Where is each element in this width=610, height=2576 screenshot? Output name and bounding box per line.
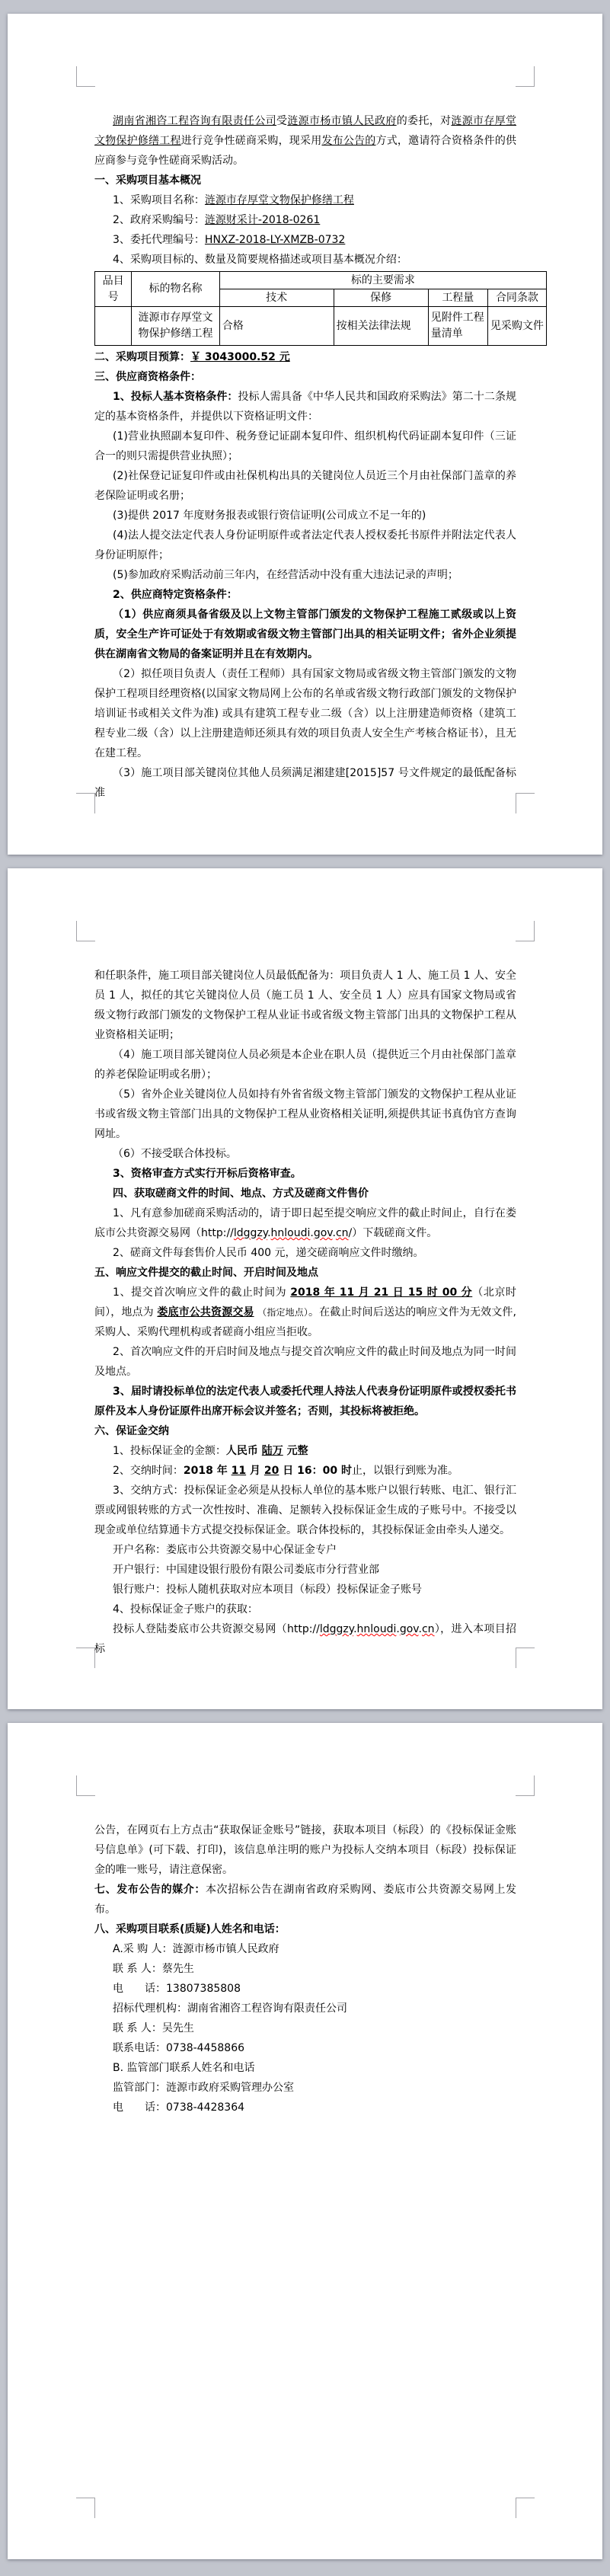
paragraph <box>94 387 516 427</box>
text-run: ），进入本项目招标 <box>94 1623 517 1655</box>
section-heading <box>94 171 516 190</box>
text-run: 的委托，对 <box>396 115 452 127</box>
text-run: 20 <box>263 1465 279 1477</box>
text-run: 人民币 <box>225 1445 262 1457</box>
text-run: 六、保证金交纳 <box>94 1425 169 1437</box>
text-run: 。在截止时间后送达的响应文件为无效文件,采购人、采购代理机构或者磋商小组应当拒收。 <box>94 1306 517 1338</box>
text-run: 1、投标人基本资格条件： <box>113 391 238 403</box>
paragraph <box>94 1164 516 1184</box>
paragraph <box>94 1203 516 1243</box>
text-run: 七、发布公告的媒介： <box>94 1884 206 1896</box>
text-run: （北京时间），地点为 <box>94 1286 517 1318</box>
table-header-cell: 标的物名称 <box>132 272 220 307</box>
paragraph <box>94 2078 516 2098</box>
text-run: 涟源市杨市镇人民政府 <box>287 115 397 127</box>
table-cell: 按相关法律法规 <box>334 307 428 346</box>
text-run: 元整 <box>283 1445 308 1457</box>
paragraph <box>94 585 516 605</box>
section-heading <box>94 367 516 387</box>
paragraph <box>94 664 516 763</box>
text-boundary-mark <box>516 921 535 941</box>
paragraph <box>94 1382 516 1421</box>
text-run: 五、响应文件提交的截止时间、开启时间及地点 <box>94 1267 318 1279</box>
requirements-table <box>94 271 547 346</box>
table-cell: 涟源市存厚堂文物保护修缮工程 <box>132 307 220 346</box>
text-run: . <box>332 1227 336 1239</box>
text-run: 进行竞争性磋商采购，现采用 <box>180 135 322 147</box>
text-run: 联系电话：0738-4458866 <box>113 2042 245 2054</box>
paragraph <box>94 526 516 565</box>
text-boundary-mark <box>76 793 95 813</box>
table-header-cell: 标的主要需求 <box>219 272 546 289</box>
paragraph <box>94 1560 516 1580</box>
text-run: 和任职条件，施工项目部关键岗位人员最低配备为：项目负责人 1 人、施工员 1 人、安全员 1 人，拟任的其它关键岗位人员（施工员 1 人、安全员 1 人）应具有国家文物局或省级文物行政部门颁发的文物保护工程从业证书或省级文物主管部门出具的文物保护工程从业资格相关证明； <box>94 970 516 1041</box>
text-run: （2）拟任项目负责人（责任工程师）具有国家文物局或省级文物主管部门颁发的文物保护工程项目经理资格(以国家文物局网上公布的名单或省级文物行政部门颁发的文物保护培训证书或相关文件为准) 或具有建筑工程专业二级（含）以上注册建造师资格（建筑工程专业二级（含）以上注册建造师还须具有效的项目负责人安全生产考核合格证书），且无在建工程。 <box>94 668 516 759</box>
text-run: 月 <box>246 1465 264 1477</box>
text-run: 3、届时请投标单位的法定代表人或委托代理人持法人代表身份证明原件或授权委托书原件及本人身份证原件出席开标会议并签名；否则，其投标将被拒绝。 <box>94 1385 516 1417</box>
text-run: 八、采购项目联系(质疑)人姓名和电话： <box>94 1923 286 1935</box>
paragraph <box>94 1600 516 1619</box>
text-run: 开户名称：娄底市公共资源交易中心保证金专户 <box>113 1544 337 1556</box>
text-run: 二、采购项目预算： <box>94 351 190 363</box>
text-run: 11 <box>231 1465 247 1477</box>
text-run: 4、投标保证金子账户的获取： <box>113 1603 258 1616</box>
paragraph <box>94 1342 516 1382</box>
paragraph <box>94 1820 516 1880</box>
text-run: 公告，在网页右上方点击“获取保证金账号”链接，获取本项目（标段）的《投标保证金账号信息单》(可下载、打印)，该信息单注明的账户为投标人交纳本项目（标段）投标保证金的唯一账号，请注意保密。 <box>94 1824 516 1876</box>
table-row <box>95 307 547 346</box>
section-heading <box>94 1919 516 1939</box>
text-run: （3）施工项目部关键岗位其他人员须满足湘建建[2015]57 号文件规定的最低配备标准 <box>94 767 516 799</box>
text-boundary-mark <box>516 793 535 813</box>
paragraph <box>94 1580 516 1600</box>
text-run: 联 系 人：吴先生 <box>113 2022 194 2034</box>
text-run: 2、政府采购编号： <box>113 214 205 226</box>
text-run: (5)参加政府采购活动前三年内，在经营活动中没有重大违法记录的声明； <box>113 569 458 581</box>
text-run: B. 监管部门联系人姓名和电话 <box>113 2062 255 2074</box>
text-run: 方式，邀请符合资格条件的供应商参与竞争性磋商采购活动。 <box>94 135 517 167</box>
text-run: 3、交纳方式：投标保证金必须是从投标人单位的基本账户以银行转账、电汇、银行汇票或网银转账的方式一次性按时、准确、足额转入投标保证金生成的子账号中。不接受以现金或单位结算通卡方式提交投标保证金。联合体投标的，其投标保证金由牵头人递交。 <box>94 1485 516 1536</box>
paragraph <box>94 347 516 367</box>
text-run: (4)法人提交法定代表人身份证明原件或者法定代表人授权委托书原件并附法定代表人身份证明原件； <box>94 529 516 561</box>
table-header-cell: 合同条款 <box>487 289 546 307</box>
text-run: 1、采购项目名称： <box>113 194 205 206</box>
text-boundary-mark <box>516 1648 535 1668</box>
text-run: 2、首次响应文件的开启时间及地点与提交首次响应文件的截止时间及地点为同一时间及地点。 <box>94 1346 516 1378</box>
text-run: 发布公告的 <box>321 135 376 147</box>
paragraph <box>94 250 516 270</box>
table-header-cell: 品目号 <box>95 272 132 307</box>
table-header-cell: 技术 <box>219 289 334 307</box>
text-run: （指定地点） <box>257 1307 309 1318</box>
text-run: 止，以银行到账为准。 <box>351 1465 458 1477</box>
text-run: 涟源市存厚堂文物保护修缮工程 <box>94 115 517 147</box>
text-boundary-mark <box>516 66 535 87</box>
url-segment: cn <box>335 1227 349 1239</box>
text-run: 3、委托代理编号： <box>113 234 205 246</box>
text-boundary-mark <box>76 1648 95 1668</box>
paragraph <box>94 466 516 506</box>
text-run: (1)营业执照副本复印件、税务登记证副本复印件、组织机构代码证副本复印件（三证合一的则只需提供营业执照）； <box>94 430 516 462</box>
paragraph <box>94 230 516 250</box>
table-header-cell: 工程量 <box>428 289 487 307</box>
text-run: ￥ 3043000.52 元 <box>190 351 290 363</box>
paragraph <box>94 210 516 230</box>
table-header-cell: 保修 <box>334 289 428 307</box>
document-page-1 <box>8 14 602 855</box>
section-heading <box>94 1184 516 1203</box>
text-run: 一、采购项目基本概况 <box>94 174 201 187</box>
paragraph <box>94 1461 516 1481</box>
text-run: （1）供应商须具备省级及以上文物主管部门颁发的文物保护工程施工贰级或以上资质，安全生产许可证处于有效期或省级文物主管部门出具的相关证明文件；省外企业须提供在湖南省文物局的备案证明并且在有效期内。 <box>94 609 516 660</box>
paragraph <box>94 2058 516 2078</box>
text-run: /）下载磋商文件。 <box>348 1227 438 1239</box>
paragraph <box>94 1283 516 1342</box>
text-boundary-mark <box>76 66 95 87</box>
paragraph <box>94 1481 516 1540</box>
table-cell <box>95 307 132 346</box>
text-run: (3)提供 2017 年度财务报表或银行资信证明(公司成立不足一年的) <box>113 510 426 522</box>
section-heading <box>94 1263 516 1283</box>
table-cell: 见附件工程量清单 <box>428 307 487 346</box>
text-run: 联 系 人：蔡先生 <box>113 1963 194 1975</box>
paragraph <box>94 506 516 526</box>
document-page-2 <box>8 868 602 1709</box>
paragraph <box>94 2018 516 2038</box>
paragraph <box>94 1959 516 1979</box>
paragraph <box>94 1880 516 1919</box>
text-run: . <box>353 1623 357 1635</box>
text-run: . <box>267 1227 271 1239</box>
table-row <box>95 272 547 289</box>
url-segment: hnloudi <box>270 1227 311 1239</box>
text-run: A.采 购 人：涟源市杨市镇人民政府 <box>113 1943 279 1955</box>
text-run: 涟源市存厚堂文物保护修缮工程 <box>204 194 354 206</box>
paragraph <box>94 2038 516 2058</box>
paragraph <box>94 605 516 664</box>
text-run: 投标人需具备《中华人民共和国政府采购法》第二十二条规定的基本资格条件，并提供以下资格证明文件： <box>94 391 517 423</box>
paragraph <box>94 1441 516 1461</box>
text-run: （5）省外企业关键岗位人员如持有外省省级文物主管部门颁发的文物保护工程从业证书或省级文物主管部门出具的文物保护工程从业资格相关证明,须提供其证书真伪官方查询网址。 <box>94 1088 516 1140</box>
document-page-3 <box>8 1723 602 2559</box>
paragraph <box>94 1085 516 1144</box>
text-run: 涟源财采计-2018-0261 <box>204 214 321 226</box>
url-segment: gov <box>399 1623 419 1635</box>
paragraph <box>94 966 516 1045</box>
text-run: 电 话：13807385808 <box>113 1983 241 1995</box>
text-run: 2、交纳时间： <box>113 1465 184 1477</box>
url-segment: ldggzy <box>233 1227 268 1239</box>
text-boundary-mark <box>516 1775 535 1796</box>
text-run: . <box>396 1623 400 1635</box>
text-run: 三、供应商资格条件： <box>94 371 201 383</box>
text-run: 陆万 <box>261 1445 283 1457</box>
text-run: 2018 年 <box>183 1465 232 1477</box>
text-run: 四、获取磋商文件的时间、地点、方式及磋商文件售价 <box>113 1187 369 1200</box>
text-boundary-mark <box>76 2498 95 2518</box>
text-run: . <box>418 1623 422 1635</box>
text-run: . <box>310 1227 314 1239</box>
paragraph <box>94 565 516 585</box>
text-boundary-mark <box>76 1775 95 1796</box>
url-segment: hnloudi <box>356 1623 397 1635</box>
paragraph <box>94 1619 516 1659</box>
url-segment: ldggzy <box>319 1623 354 1635</box>
text-boundary-mark <box>76 921 95 941</box>
url-segment: cn <box>421 1623 435 1635</box>
page-content <box>94 111 544 803</box>
text-run: 2、供应商特定资格条件： <box>113 589 238 601</box>
text-run: 监管部门：涟源市政府采购管理办公室 <box>113 2082 294 2094</box>
paragraph <box>94 1979 516 1999</box>
paragraph <box>94 1243 516 1263</box>
text-run: 投标人登陆娄底市公共资源交易网（http:// <box>113 1623 320 1635</box>
paragraph <box>94 1939 516 1959</box>
paragraph <box>94 111 516 171</box>
text-run: （4）施工项目部关键岗位人员必须是本企业在职人员（提供近三个月由社保部门盖章的养老保险证明或名册）； <box>94 1049 516 1081</box>
paragraph <box>94 1999 516 2018</box>
text-run: 开户银行：中国建设银行股份有限公司娄底市分行营业部 <box>113 1564 379 1576</box>
paragraph <box>94 1045 516 1085</box>
text-run: 1、凡有意参加磋商采购活动的，请于即日起至提交响应文件的截止时间止，自行在娄底市公共资源交易网（http:// <box>94 1207 516 1239</box>
paragraph <box>94 763 516 803</box>
text-run: 湖南省湘咨工程咨询有限责任公司 <box>113 115 276 127</box>
table-cell: 合格 <box>219 307 334 346</box>
url-segment: gov <box>313 1227 333 1239</box>
text-boundary-mark <box>516 2498 535 2518</box>
text-run: 本次招标公告在湖南省政府采购网、娄底市公共资源交易网上发布。 <box>94 1884 517 1916</box>
text-run: 银行账户：投标人随机获取对应本项目（标段）投标保证金子账号 <box>113 1584 422 1596</box>
text-run: 4、采购项目标的、数量及简要规格描述或项目基本概况介绍： <box>113 254 407 266</box>
text-run: 1、投标保证金的金额： <box>113 1445 226 1457</box>
paragraph <box>94 2098 516 2117</box>
text-run: 2、磋商文件每套售价人民币 400 元，递交磋商响应文件时缴纳。 <box>113 1247 424 1259</box>
text-run: （6）不接受联合体投标。 <box>113 1148 237 1160</box>
text-run: (2)社保登记证复印件或由社保机构出具的关键岗位人员近三个月由社保部门盖章的养老保险证明或名册； <box>94 470 516 502</box>
text-run: 3、资格审查方式实行开标后资格审查。 <box>113 1168 302 1180</box>
paragraph <box>94 1144 516 1164</box>
text-run: 招标代理机构：湖南省湘咨工程咨询有限责任公司 <box>113 2002 347 2015</box>
table-cell: 见采购文件 <box>487 307 546 346</box>
text-run: 1、提交首次响应文件的截止时间为 <box>113 1286 291 1299</box>
text-run: 日 16：00 时 <box>279 1465 352 1477</box>
paragraph <box>94 1540 516 1560</box>
text-run: 娄底市公共资源交易 <box>157 1306 254 1318</box>
page-content <box>94 1820 516 2117</box>
text-run: 2018 年 11 月 21 日 15 时 00 分 <box>290 1286 473 1299</box>
section-heading <box>94 1421 516 1441</box>
text-run: HNXZ-2018-LY-XMZB-0732 <box>204 234 346 246</box>
page-content <box>94 966 516 1659</box>
paragraph <box>94 427 516 466</box>
text-run: 电 话：0738-4428364 <box>113 2101 245 2114</box>
paragraph <box>94 190 516 210</box>
text-run: 受 <box>276 115 288 127</box>
